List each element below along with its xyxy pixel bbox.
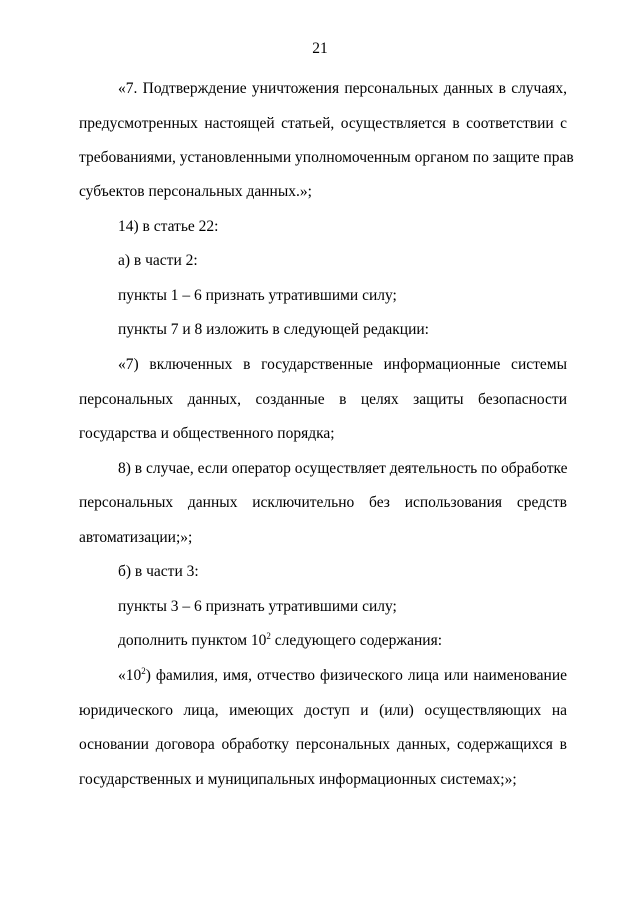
paragraph-line: персональных данных, созданные в целях защиты безопасности	[79, 391, 567, 408]
paragraph-line: б) в части 3:	[118, 563, 199, 580]
paragraph-line: пункты 1 – 6 признать утратившими силу;	[118, 287, 397, 304]
text-run: «10	[118, 667, 142, 684]
text-run: следующего содержания:	[270, 632, 443, 649]
paragraph-line: пункты 3 – 6 признать утратившими силу;	[118, 598, 397, 615]
paragraph-line	[118, 667, 567, 685]
paragraph-line: «7. Подтверждение уничтожения персональных данных в случаях,	[118, 80, 567, 97]
paragraph-line: пункты 7 и 8 изложить в следующей редакции:	[118, 321, 429, 338]
paragraph-line: а) в части 2:	[118, 252, 198, 269]
paragraph-line	[118, 632, 442, 650]
superscript: 2	[141, 666, 146, 676]
superscript: 2	[266, 631, 271, 641]
paragraph-line: автоматизации;»;	[79, 529, 193, 546]
paragraph-line: субъектов персональных данных.»;	[79, 183, 312, 200]
paragraph-line: персональных данных исключительно без использования средств	[79, 494, 567, 511]
paragraph-line: основании договора обработку персональных данных, содержащихся в	[79, 736, 567, 753]
paragraph-line: 14) в статье 22:	[118, 218, 219, 235]
paragraph-line: юридического лица, имеющих доступ и (или) осуществляющих на	[79, 702, 567, 719]
paragraph-line: требованиями, установленными уполномоченным органом по защите прав	[79, 149, 574, 166]
paragraph-line: государственных и муниципальных информационных системах;»;	[79, 771, 517, 788]
text-run: дополнить пунктом 10	[118, 632, 267, 649]
text-run: ) фамилия, имя, отчество физического лица или наименование	[145, 667, 567, 684]
paragraph-line: предусмотренных настоящей статьей, осуществляется в соответствии с	[79, 115, 567, 132]
paragraph-line: 8) в случае, если оператор осуществляет деятельность по обработке	[118, 460, 568, 477]
paragraph-line: государства и общественного порядка;	[79, 425, 335, 442]
paragraph-line: «7) включенных в государственные информационные системы	[118, 356, 567, 373]
page-number: 21	[312, 40, 328, 57]
